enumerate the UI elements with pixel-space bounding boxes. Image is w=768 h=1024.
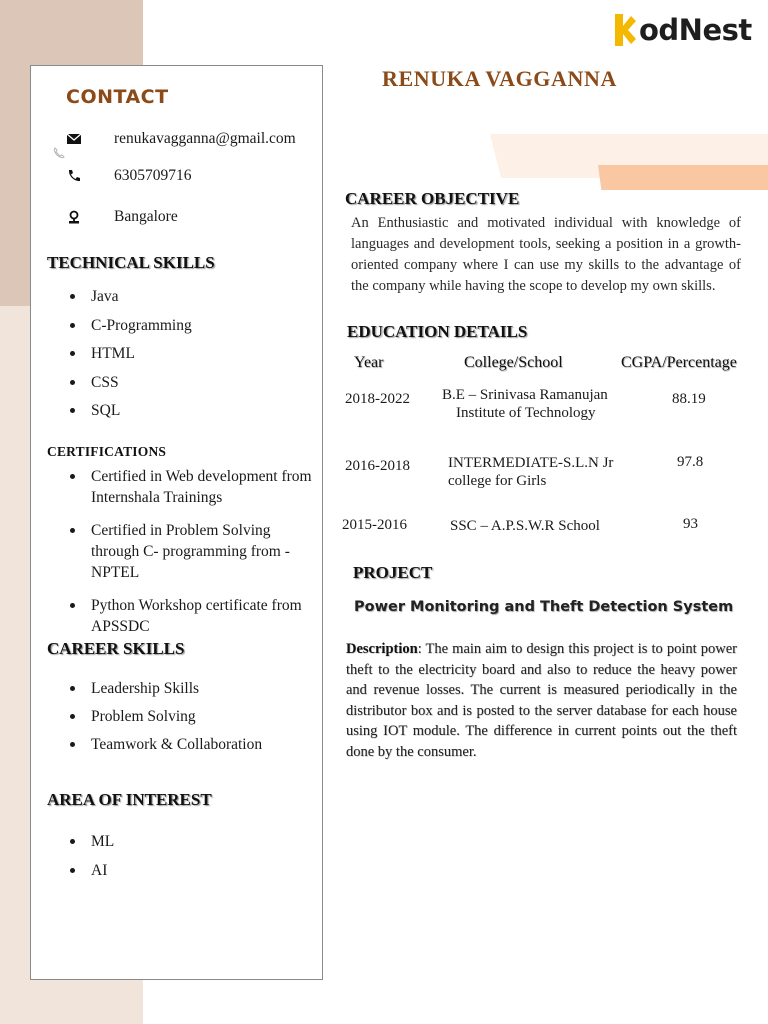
project-description bbox=[346, 639, 737, 762]
envelope-icon bbox=[66, 131, 82, 147]
education-header-school: College/School bbox=[464, 354, 563, 371]
contact-email[interactable]: renukavagganna@gmail.com bbox=[114, 130, 296, 147]
description-label: Description bbox=[346, 641, 418, 657]
education-row-2-year: 2016-2018 bbox=[345, 458, 410, 474]
project-heading: PROJECT bbox=[353, 563, 433, 582]
list-item: Certified in Web development from Internshala Trainings bbox=[47, 466, 322, 508]
education-heading: EDUCATION DETAILS bbox=[347, 322, 528, 341]
education-header-year: Year bbox=[354, 354, 384, 371]
education-header-score: CGPA/Percentage bbox=[621, 354, 737, 371]
technical-skills-list bbox=[47, 286, 192, 421]
education-row-2-score: 97.8 bbox=[677, 454, 704, 470]
contact-heading: CONTACT bbox=[66, 86, 169, 108]
career-objective-text: An Enthusiastic and motivated individual with knowledge of languages and development tools, seeking a position in a growth-oriented company where I can use my skills to the advantage of the company while having the scope to develop my own skills. bbox=[351, 215, 741, 294]
area-of-interest-list bbox=[47, 831, 114, 881]
list-item: CSS bbox=[47, 372, 192, 393]
education-row-1-school-line2: Institute of Technology bbox=[456, 405, 596, 421]
list-item: ML bbox=[47, 831, 114, 852]
education-row-3-score: 93 bbox=[683, 516, 698, 532]
logo-k-icon bbox=[612, 12, 638, 48]
education-row-1-school-line1: B.E – Srinivasa Ramanujan bbox=[442, 387, 608, 403]
list-item: C-Programming bbox=[47, 315, 192, 336]
list-item: AI bbox=[47, 860, 114, 881]
area-of-interest-heading: AREA OF INTEREST bbox=[47, 790, 212, 809]
list-item: HTML bbox=[47, 343, 192, 364]
list-item: Leadership Skills bbox=[47, 678, 262, 699]
contact-location-row bbox=[66, 208, 178, 226]
location-pin-icon bbox=[66, 209, 82, 225]
list-item: Problem Solving bbox=[47, 706, 262, 727]
technical-skills-heading: TECHNICAL SKILLS bbox=[47, 253, 215, 272]
project-name: Power Monitoring and Theft Detection System bbox=[354, 599, 734, 615]
career-objective-heading: CAREER OBJECTIVE bbox=[345, 189, 520, 208]
list-item: Teamwork & Collaboration bbox=[47, 734, 262, 755]
education-row-3-school-line1: SSC – A.P.S.W.R School bbox=[450, 518, 600, 534]
phone-watermark-icon bbox=[52, 146, 66, 160]
decorative-stripe-peach bbox=[598, 165, 768, 190]
list-item: SQL bbox=[47, 400, 192, 421]
contact-location: Bangalore bbox=[114, 208, 178, 225]
candidate-name: RENUKA VAGGANNA bbox=[382, 66, 617, 91]
brand-logo bbox=[612, 10, 752, 50]
list-item: Certified in Problem Solving through C- programming from - NPTEL bbox=[47, 520, 322, 583]
career-skills-heading: CAREER SKILLS bbox=[47, 639, 185, 658]
education-row-2-school-line1: INTERMEDIATE-S.L.N Jr bbox=[448, 455, 614, 471]
logo-text: odNest bbox=[639, 13, 752, 47]
contact-email-row bbox=[66, 130, 296, 148]
contact-phone[interactable]: 6305709716 bbox=[114, 167, 192, 184]
certifications-list bbox=[47, 466, 322, 637]
certifications-heading: CERTIFICATIONS bbox=[47, 444, 167, 459]
list-item: Java bbox=[47, 286, 192, 307]
description-text: : The main aim to design this project is to point power theft to the electricity board and also to reduce the heavy power and revenue losses. The current is measured periodically in the distributor box and is posted to the server database for each house using IOT module. The difference in current points out the theft done by the consumer. bbox=[346, 641, 737, 760]
contact-phone-row bbox=[66, 167, 192, 185]
education-row-3-year: 2015-2016 bbox=[342, 517, 407, 533]
education-row-1-score: 88.19 bbox=[672, 391, 706, 407]
list-item: Python Workshop certificate from APSSDC bbox=[47, 595, 322, 637]
phone-icon bbox=[66, 168, 82, 184]
education-row-2-school-line2: college for Girls bbox=[448, 473, 547, 489]
career-skills-list bbox=[47, 678, 262, 755]
education-row-1-year: 2018-2022 bbox=[345, 391, 410, 407]
